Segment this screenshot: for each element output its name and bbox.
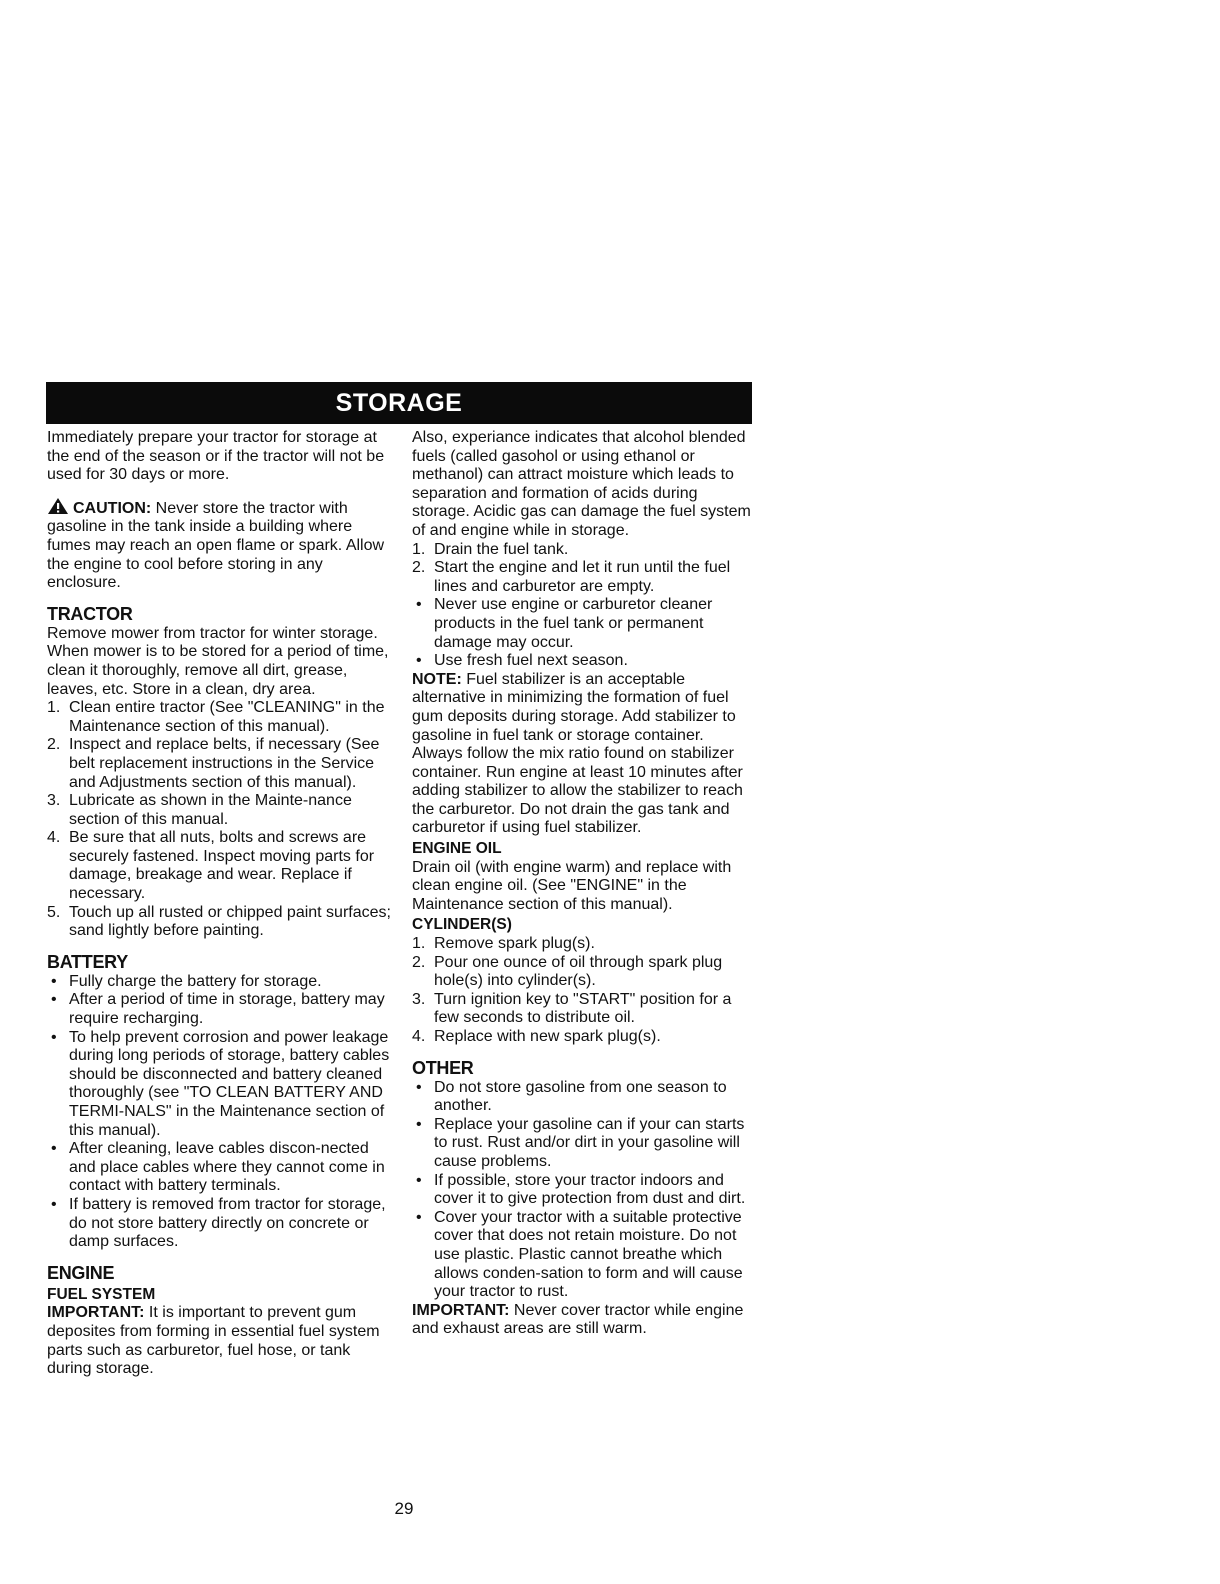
caution-text: Never store the tractor with gasoline in the tank inside a building where fumes may reach an open flame or spark. Allow the engine to cool before storing in any enclosure. xyxy=(47,499,385,592)
fuel-bullets-list xyxy=(412,596,757,670)
final-important-text: Never cover tractor while engine and exhaust areas are still warm. xyxy=(412,1301,744,1338)
list-item: • Cover your tractor with a suitable protective cover that does not retain moisture. Do not use plastic. Plastic cannot breathe which allows conden-sation to form and will cause your tractor to rust. xyxy=(416,1208,743,1301)
list-item: 3. Turn ignition key to "START" position for a few seconds to distribute oil. xyxy=(412,990,732,1027)
engine-oil-text: Drain oil (with engine warm) and replace with clean engine oil. (See "ENGINE" in the Maintenance section of this manual). xyxy=(412,858,732,913)
fuel-steps-list xyxy=(412,541,757,597)
alcohol-paragraph: Also, experiance indicates that alcohol blended fuels (called gasohol or using ethanol or methanol) can attract moisture which leads to separation and formation of acids during storage. Acidic gas can damage the fuel system of and engine while in storage. xyxy=(412,429,751,539)
section-banner xyxy=(46,382,752,424)
note-label: NOTE: xyxy=(412,670,462,688)
caution-label: CAUTION: xyxy=(73,499,152,517)
fuel-important-paragraph xyxy=(47,1304,393,1378)
cylinder-steps-list xyxy=(412,935,757,1047)
list-item: 1. Drain the fuel tank. xyxy=(412,540,569,558)
note-text: Fuel stabilizer is an acceptable alternative in minimizing the formation of fuel gum deposits during storage. Add stabilizer to gasoline in fuel tank or storage container. Always follow the mix ratio found on stabilizer container. Run engine at least 10 minutes after adding stabilizer to allow the stabilizer to reach the carburetor. Do not drain the gas tank and carburetor if using fuel stabilizer. xyxy=(412,670,743,837)
fuel-important-text: It is important to prevent gum deposites from forming in essential fuel system parts such as carburetor, fuel hose, or tank during storage. xyxy=(47,1304,380,1378)
list-item: • Replace your gasoline can if your can starts to rust. Rust and/or dirt in your gasoline will cause problems. xyxy=(416,1115,745,1170)
list-item: • After a period of time in storage, battery may require recharging. xyxy=(51,991,385,1028)
list-item: 3. Lubricate as shown in the Mainte-nance section of this manual. xyxy=(47,792,352,828)
warning-triangle-icon xyxy=(47,497,69,515)
list-item: 1. Clean entire tractor (See "CLEANING" in the Maintenance section of this manual). xyxy=(47,699,385,735)
battery-bullets-list xyxy=(47,973,393,1252)
list-item: 4. Be sure that all nuts, bolts and screws are securely fastened. Inspect moving parts for damage, breakage and wear. Replace if necessary. xyxy=(47,829,375,903)
note-paragraph xyxy=(412,671,757,838)
caution-paragraph xyxy=(47,497,393,593)
important-label: IMPORTANT: xyxy=(47,1304,145,1322)
engine-heading: ENGINE xyxy=(47,1262,115,1283)
list-item: 2. Pour one ounce of oil through spark plug hole(s) into cylinder(s). xyxy=(412,953,723,990)
list-item: • If possible, store your tractor indoors and cover it to give protection from dust and dirt. xyxy=(416,1171,746,1208)
list-item: • If battery is removed from tractor for storage, do not store battery directly on concrete or damp surfaces. xyxy=(51,1195,386,1251)
banner-title: STORAGE xyxy=(335,389,463,417)
list-item: • Fully charge the battery for storage. xyxy=(51,972,322,990)
tractor-heading: TRACTOR xyxy=(47,603,133,624)
page-number: 29 xyxy=(394,1499,414,1518)
intro-paragraph: Immediately prepare your tractor for storage at the end of the season or if the tractor will not be used for 30 days or more. xyxy=(47,429,385,484)
list-item: 2. Start the engine and let it run until the fuel lines and carburetor are empty. xyxy=(412,559,731,595)
list-item: • To help prevent corrosion and power leakage during long periods of storage, battery cables should be disconnected and battery cleaned thoroughly (see "TO CLEAN BATTERY AND TERMI-NALS" in the Maintenance section of this manual). xyxy=(51,1028,390,1139)
final-important-paragraph xyxy=(412,1302,757,1339)
list-item: 5. Touch up all rusted or chipped paint surfaces; sand lightly before painting. xyxy=(47,903,391,940)
cylinders-heading: CYLINDER(S) xyxy=(412,916,512,934)
tractor-steps-list xyxy=(47,699,393,941)
right-column xyxy=(412,429,757,1339)
list-item: • Use fresh fuel next season. xyxy=(416,652,628,670)
other-bullets-list xyxy=(412,1079,757,1302)
list-item: • Do not store gasoline from one season to another. xyxy=(416,1078,727,1115)
left-column xyxy=(47,429,393,1379)
other-heading: OTHER xyxy=(412,1057,474,1078)
list-item: 4. Replace with new spark plug(s). xyxy=(412,1028,661,1045)
list-item: 2. Inspect and replace belts, if necessary (See belt replacement instructions in the Service and Adjustments section of this manual). xyxy=(47,736,380,791)
list-item: • Never use engine or carburetor cleaner products in the fuel tank or permanent damage may occur. xyxy=(416,596,713,651)
battery-heading: BATTERY xyxy=(47,951,128,972)
engine-oil-heading: ENGINE OIL xyxy=(412,840,502,858)
list-item: 1. Remove spark plug(s). xyxy=(412,935,595,953)
fuel-system-heading: FUEL SYSTEM xyxy=(47,1285,156,1303)
tractor-intro: Remove mower from tractor for winter storage. When mower is to be stored for a period of time, clean it thoroughly, remove all dirt, grease, leaves, etc. Store in a clean, dry area. xyxy=(47,624,389,698)
list-item: • After cleaning, leave cables discon-nected and place cables where they cannot come in contact with battery terminals. xyxy=(51,1140,385,1195)
important-label: IMPORTANT: xyxy=(412,1301,510,1319)
